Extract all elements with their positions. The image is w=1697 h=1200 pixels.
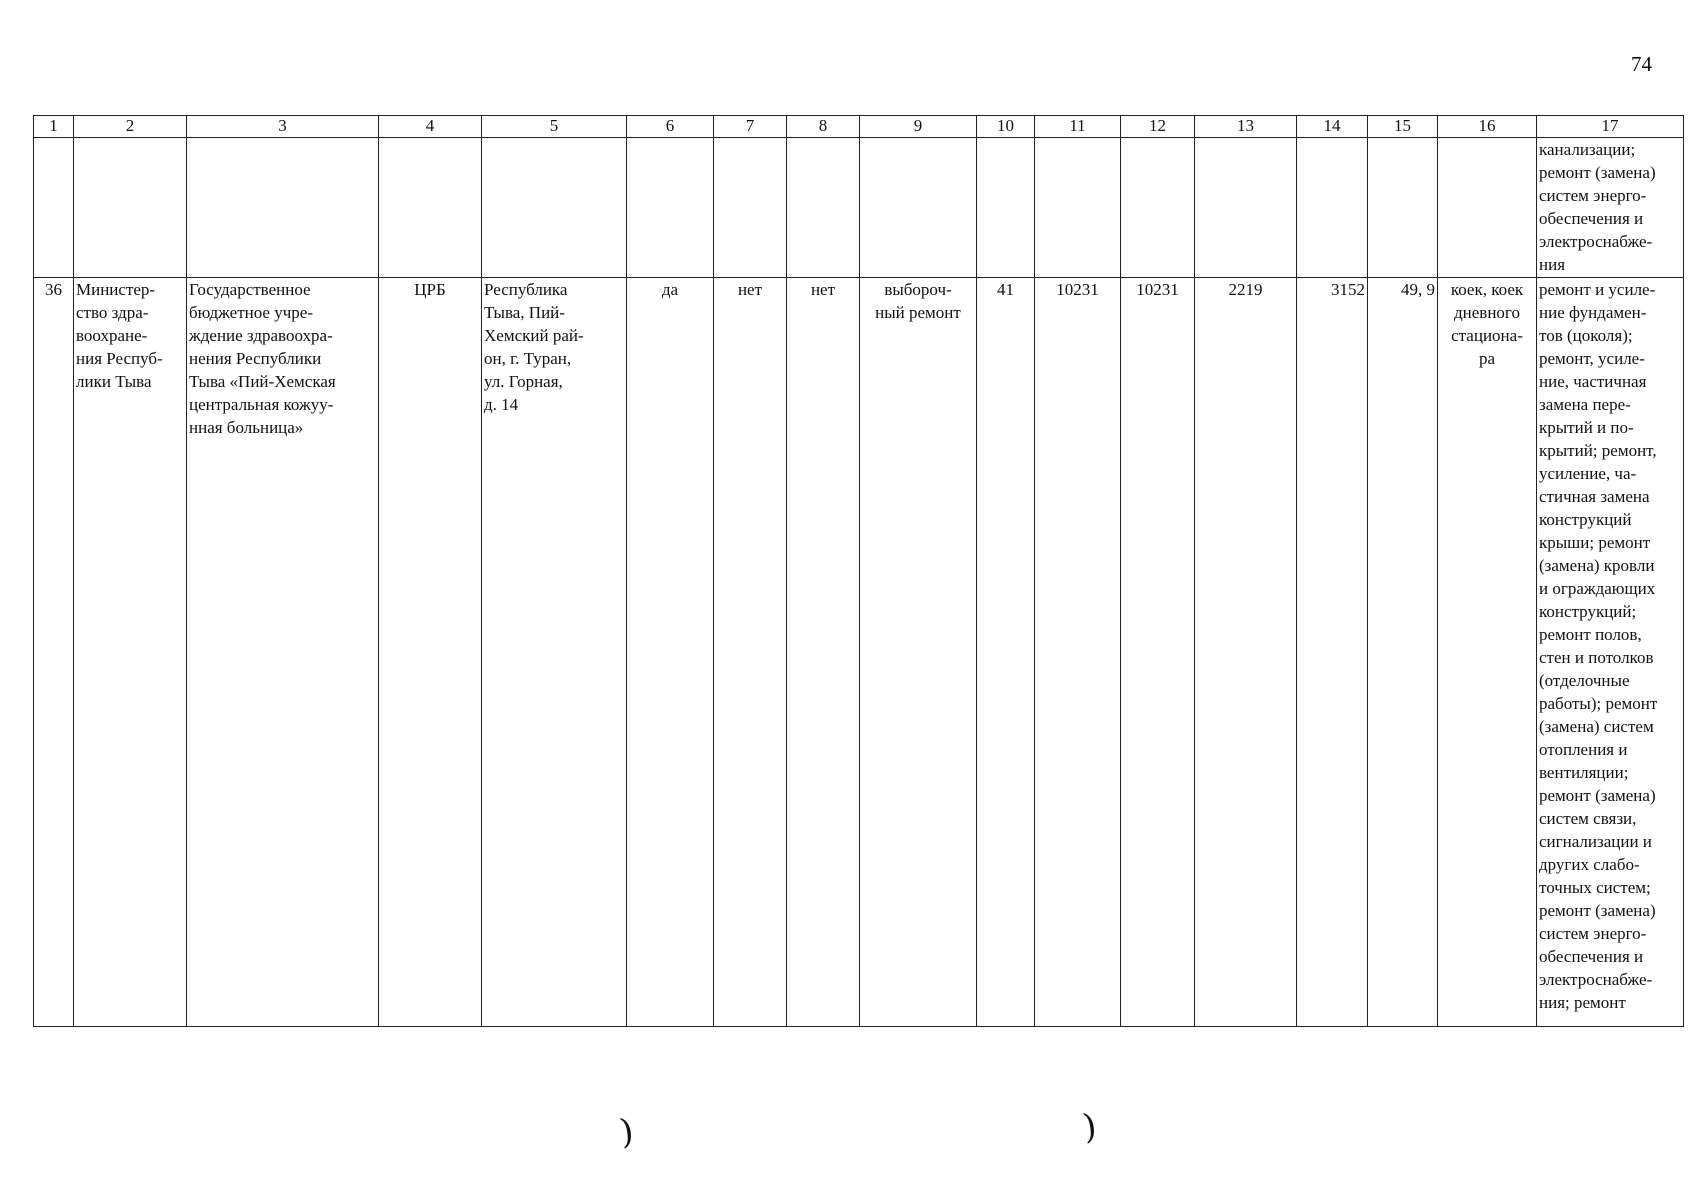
col-header-6: 6: [627, 116, 714, 138]
institution-name-cell: Государственное бюджетное учре- ждение здравоохра- нения Республики Тыва «Пий-Хемская центральная кожуу- нная больница»: [187, 278, 379, 1027]
col-header-8: 8: [787, 116, 860, 138]
col10-cell: 41: [977, 278, 1035, 1027]
table-row: [34, 278, 1684, 1027]
continuation-row: [34, 138, 1684, 278]
col8-cell: нет: [787, 278, 860, 1027]
repair-type-cell: выбороч- ный ремонт: [860, 278, 977, 1027]
cell: [860, 138, 977, 278]
cell: [1195, 138, 1297, 278]
col-header-14: 14: [1297, 116, 1368, 138]
scan-mark-right: ): [1080, 1106, 1099, 1148]
col-header-10: 10: [977, 116, 1035, 138]
cell: [1121, 138, 1195, 278]
cell: [787, 138, 860, 278]
capacity-unit-cell: коек, коек дневного стациона- ра: [1438, 278, 1537, 1027]
col-header-17: 17: [1537, 116, 1684, 138]
cell: [977, 138, 1035, 278]
col-header-2: 2: [74, 116, 187, 138]
work-types-continued: канализации; ремонт (замена) систем энерго- обеспечения и электроснабже- ния: [1537, 138, 1684, 278]
cell: [714, 138, 787, 278]
repair-program-table: [33, 115, 1684, 1027]
ministry-cell: Министер- ство здра- воохране- ния Респуб- лики Тыва: [74, 278, 187, 1027]
cell: [627, 138, 714, 278]
cell: [1297, 138, 1368, 278]
col-header-7: 7: [714, 116, 787, 138]
col15-cell: 49, 9: [1368, 278, 1438, 1027]
institution-type-cell: ЦРБ: [379, 278, 482, 1027]
cell: [379, 138, 482, 278]
col6-cell: да: [627, 278, 714, 1027]
col-header-15: 15: [1368, 116, 1438, 138]
cell: [1438, 138, 1537, 278]
col14-cell: 3152: [1297, 278, 1368, 1027]
work-types-cell: ремонт и усиле- ние фундамен- тов (цоколя); ремонт, усиле- ние, частичная замена пере- крытий и по- крытий; ремонт, усиление, ча- стичная замена конструкций крыши; ремонт (замена) кровли и ограждающих конструкций; ремонт полов, стен и потолков (отделочные работы); ремонт (замена) систем отопления и вентиляции; ремонт (замена) систем связи, сигнализации и других слабо- точных систем; ремонт (замена) систем энерго- обеспечения и электроснабже- ния; ремонт: [1537, 278, 1684, 1027]
address-cell: Республика Тыва, Пий- Хемский рай- он, г. Туран, ул. Горная, д. 14: [482, 278, 627, 1027]
col-header-4: 4: [379, 116, 482, 138]
row-number: 36: [34, 278, 74, 1027]
col-header-5: 5: [482, 116, 627, 138]
col-header-3: 3: [187, 116, 379, 138]
cell: [1035, 138, 1121, 278]
page-number: 74: [1631, 52, 1652, 76]
col-header-9: 9: [860, 116, 977, 138]
col7-cell: нет: [714, 278, 787, 1027]
col-header-16: 16: [1438, 116, 1537, 138]
col-header-11: 11: [1035, 116, 1121, 138]
column-number-row: [34, 116, 1684, 138]
cell: [482, 138, 627, 278]
cell: [34, 138, 74, 278]
col-header-13: 13: [1195, 116, 1297, 138]
col-header-1: 1: [34, 116, 74, 138]
col-header-12: 12: [1121, 116, 1195, 138]
col13-cell: 2219: [1195, 278, 1297, 1027]
scan-mark-left: ): [617, 1111, 636, 1153]
cell: [74, 138, 187, 278]
col12-cell: 10231: [1121, 278, 1195, 1027]
col11-cell: 10231: [1035, 278, 1121, 1027]
cell: [1368, 138, 1438, 278]
cell: [187, 138, 379, 278]
